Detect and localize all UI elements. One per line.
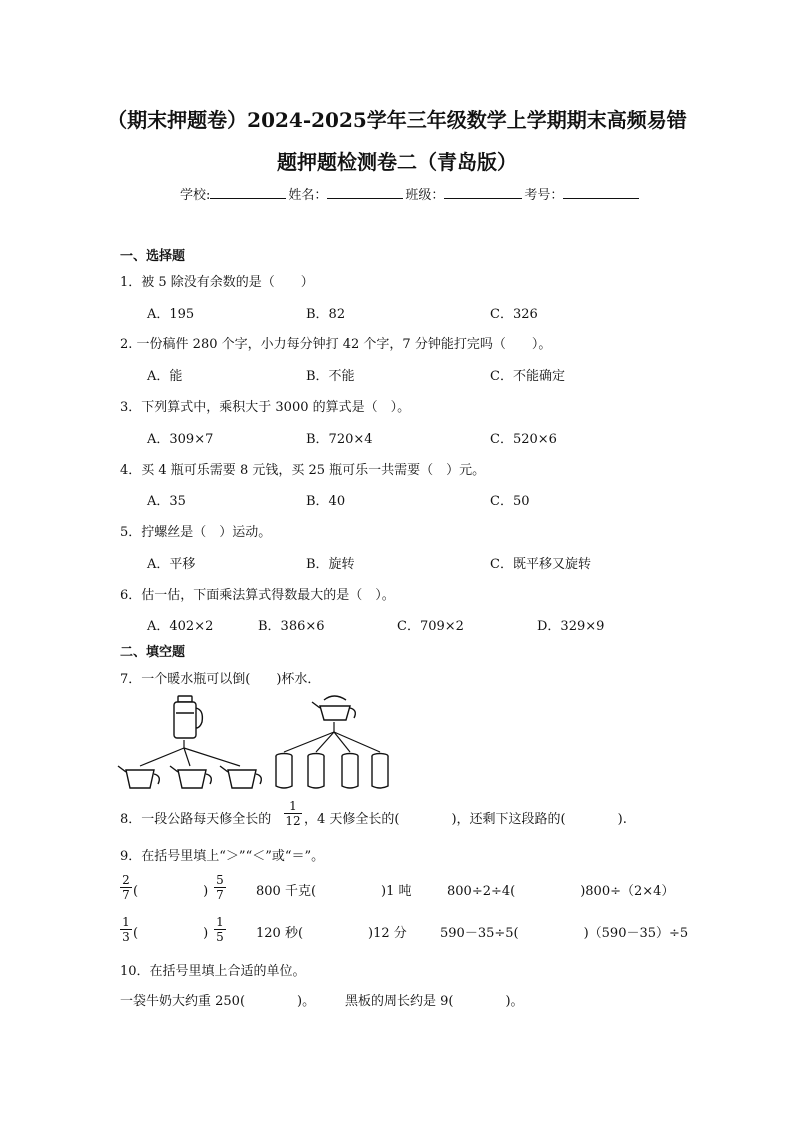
name-blank[interactable] bbox=[327, 184, 403, 199]
q9-r1-a-denominator: 7 bbox=[122, 888, 130, 902]
q4-option-b[interactable]: B．40 bbox=[306, 494, 346, 509]
q6-option-b[interactable]: B．386×6 bbox=[258, 619, 325, 634]
question-9-stem: 9．在括号里填上“＞”“＜”或“＝”。 bbox=[120, 849, 325, 864]
q1-option-b[interactable]: B．82 bbox=[306, 307, 346, 322]
q8-fraction bbox=[284, 799, 302, 828]
question-5-stem: 5．拧螺丝是（ ）运动。 bbox=[120, 525, 272, 540]
question-10-stem: 10．在括号里填上合适的单位。 bbox=[120, 964, 306, 979]
cup-icon bbox=[308, 754, 324, 789]
question-1-stem: 1．被 5 除没有余数的是（ ） bbox=[120, 275, 314, 290]
class-label: 班级： bbox=[405, 188, 445, 203]
q9-r2-a-numerator: 1 bbox=[120, 915, 132, 930]
thermos-icon bbox=[174, 696, 202, 738]
q4-option-c[interactable]: C．50 bbox=[490, 494, 530, 509]
kettle-icon bbox=[170, 766, 211, 788]
q5-option-c[interactable]: C．既平移又旋转 bbox=[490, 557, 591, 572]
section-title-choice: 一、选择题 bbox=[120, 249, 186, 264]
q9-r1-blank-a[interactable]: ( ) bbox=[133, 884, 209, 899]
q3-option-a[interactable]: A．309×7 bbox=[147, 432, 214, 447]
q3-option-b[interactable]: B．720×4 bbox=[306, 432, 373, 447]
q2-option-c[interactable]: C．不能确定 bbox=[490, 369, 565, 384]
q9-r1-item-d[interactable]: 800÷2÷4( )800÷（2×4） bbox=[447, 884, 675, 899]
q9-r1-item-c[interactable]: 800 千克( )1 吨 bbox=[256, 884, 412, 899]
question-8-stem-start: 8．一段公路每天修全长的 bbox=[120, 812, 272, 827]
cup-icon bbox=[372, 754, 388, 789]
question-7-stem: 7．一个暖水瓶可以倒( )杯水． bbox=[120, 672, 321, 687]
q4-option-a[interactable]: A．35 bbox=[147, 494, 186, 509]
question-8-stem-end: ，4 天修全长的( )，还剩下这段路的( ). bbox=[304, 812, 627, 827]
q1-option-a[interactable]: A．195 bbox=[147, 307, 195, 322]
section-title-fill: 二、填空题 bbox=[120, 645, 186, 660]
q6-option-d[interactable]: D．329×9 bbox=[537, 619, 605, 634]
cup-icon bbox=[276, 754, 292, 789]
q6-option-a[interactable]: A．402×2 bbox=[147, 619, 214, 634]
q9-r2-item-d[interactable]: 590－35÷5( )（590－35）÷5 bbox=[440, 926, 689, 941]
exam-number-label: 考号： bbox=[524, 188, 564, 203]
q3-option-c[interactable]: C．520×6 bbox=[490, 432, 557, 447]
q9-r2-fraction-a bbox=[120, 915, 132, 944]
question-2-stem: 2. 一份稿件 280 个字，小力每分钟打 42 个字，7 分钟能打完吗（ ）。 bbox=[120, 337, 552, 352]
class-blank[interactable] bbox=[444, 184, 522, 199]
q5-option-b[interactable]: B．旋转 bbox=[306, 557, 355, 572]
exam-title-line1: （期末押题卷）2024-2025学年三年级数学上学期期末高频易错 bbox=[107, 108, 687, 132]
kettle-icon bbox=[118, 766, 159, 788]
cup-icon bbox=[342, 754, 358, 789]
name-label: 姓名： bbox=[288, 188, 328, 203]
q9-r2-b-denominator: 5 bbox=[216, 930, 224, 944]
q9-r1-b-numerator: 5 bbox=[214, 873, 226, 888]
q9-r2-b-numerator: 1 bbox=[214, 915, 226, 930]
school-blank[interactable] bbox=[210, 184, 286, 199]
q9-r1-fraction-b bbox=[214, 873, 226, 902]
question-3-stem: 3．下列算式中，乘积大于 3000 的算式是（ ）。 bbox=[120, 400, 411, 415]
question-6-stem: 6．估一估，下面乘法算式得数最大的是（ ）。 bbox=[120, 588, 395, 603]
school-label: 学校: bbox=[180, 188, 211, 203]
q8-fraction-numerator: 1 bbox=[284, 799, 302, 814]
student-info-row bbox=[180, 184, 641, 203]
q8-fraction-denominator: 12 bbox=[285, 814, 301, 828]
exam-title-line2: 题押题检测卷二（青岛版） bbox=[277, 150, 517, 174]
q5-option-a[interactable]: A．平移 bbox=[147, 557, 196, 572]
q2-option-a[interactable]: A．能 bbox=[147, 369, 183, 384]
q10-item-a[interactable]: 一袋牛奶大约重 250( )。 bbox=[120, 994, 316, 1009]
q9-r2-blank-a[interactable]: ( ) bbox=[133, 926, 209, 941]
kettle-icon bbox=[220, 766, 261, 788]
q1-option-c[interactable]: C．326 bbox=[490, 307, 538, 322]
q10-item-b[interactable]: 黑板的周长约是 9( )。 bbox=[345, 994, 524, 1009]
question-4-stem: 4．买 4 瓶可乐需要 8 元钱，买 25 瓶可乐一共需要（ ）元。 bbox=[120, 463, 486, 478]
q9-r1-a-numerator: 2 bbox=[120, 873, 132, 888]
q9-r2-fraction-b bbox=[214, 915, 226, 944]
kettle-icon bbox=[312, 696, 355, 720]
exam-number-blank[interactable] bbox=[563, 184, 639, 199]
q9-r2-item-c[interactable]: 120 秒( )12 分 bbox=[256, 926, 407, 941]
q2-option-b[interactable]: B．不能 bbox=[306, 369, 355, 384]
q9-r1-b-denominator: 7 bbox=[216, 888, 224, 902]
q6-option-c[interactable]: C．709×2 bbox=[397, 619, 464, 634]
q9-r1-fraction-a bbox=[120, 873, 132, 902]
q9-r2-a-denominator: 3 bbox=[122, 930, 130, 944]
